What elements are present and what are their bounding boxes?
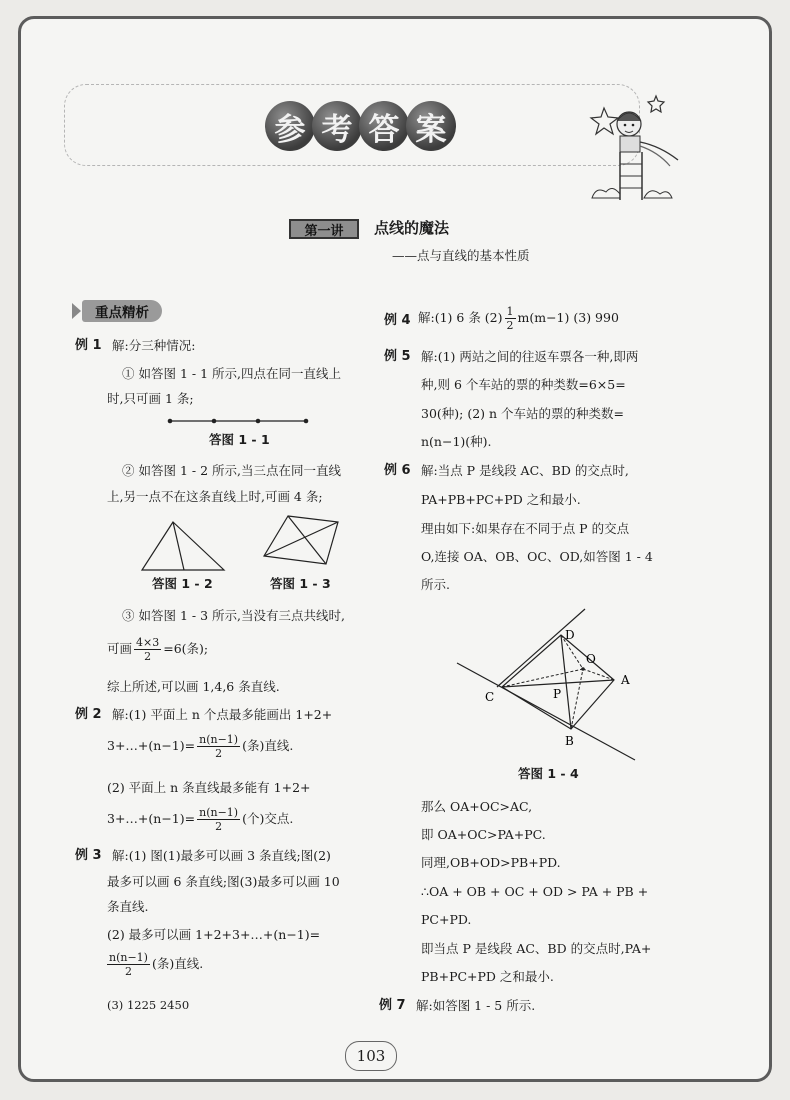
example-3-label: 例 3 — [75, 848, 102, 863]
example-1-text: 解:分三种情况: — [112, 338, 196, 353]
label-D: D — [565, 628, 575, 642]
lesson-badge: 第一讲 — [289, 219, 359, 239]
example-6-text: 即当点 P 是线段 AC、BD 的交点时,PA+ — [421, 941, 652, 956]
title-char-4: 案 — [406, 101, 456, 151]
example-5-text: 解:(1) 两站之间的往返车票各一种,即两 — [421, 349, 639, 364]
label-C: C — [485, 690, 495, 704]
figure-1-2 — [138, 518, 228, 574]
example-6-text: O,连接 OA、OB、OC、OD,如答图 1 - 4 — [421, 549, 653, 564]
title-char-3: 答 — [359, 101, 409, 151]
example-6-text: 即 OA+OC>PA+PC. — [421, 827, 546, 842]
section-arrow-icon — [72, 303, 81, 319]
figure-1-2-caption: 答图 1 - 2 — [152, 576, 213, 591]
example-6-text: 同理,OB+OD>PB+PD. — [421, 855, 561, 870]
example-3-formula: $\frac{n(n-1)}{2}$ (条)直线. — [109, 951, 204, 978]
example-4-text: 解:(1) 6 条 (2) $\frac{1}{2}$ m(m−1) (3) 990 — [418, 305, 619, 332]
figure-1-4-caption: 答图 1 - 4 — [518, 766, 579, 781]
example-6-text: PB+PC+PD 之和最小. — [421, 969, 554, 984]
example-4-label: 例 4 — [384, 313, 411, 328]
example-2-text: 解:(1) 平面上 n 个点最多能画出 1+2+ — [112, 707, 333, 722]
title-char-2: 考 — [312, 101, 362, 151]
example-5-text: n(n−1)(种). — [421, 434, 492, 449]
example-1-label: 例 1 — [75, 338, 102, 353]
figure-1-3-caption: 答图 1 - 3 — [270, 576, 331, 591]
example-2-formula: 3+…+(n−1)= $\frac{n(n-1)}{2}$ (条)直线. — [107, 733, 294, 760]
example-1-text: ③ 如答图 1 - 3 所示,当没有三点共线时, — [122, 608, 345, 623]
example-7-label: 例 7 — [379, 998, 406, 1013]
example-1-text: ② 如答图 1 - 2 所示,当三点在同一直线 — [122, 463, 341, 478]
example-5-text: 30(种); (2) n 个车站的票的种类数= — [421, 406, 625, 421]
figure-1-4 — [455, 605, 645, 765]
example-6-text: 所示. — [421, 577, 450, 592]
example-3-text: 条直线. — [107, 899, 149, 914]
example-1-formula: 可画 $\frac{4\times 3}{2}$ =6(条); — [107, 636, 209, 663]
label-O: O — [586, 652, 596, 666]
label-P: P — [553, 687, 562, 701]
example-1-text: 上,另一点不在这条直线上时,可画 4 条; — [107, 489, 323, 504]
mascot-illustration — [584, 88, 694, 206]
figure-1-1 — [160, 414, 316, 428]
example-1-conclusion: 综上所述,可以画 1,4,6 条直线. — [107, 679, 280, 694]
example-6-text: PC+PD. — [421, 912, 472, 927]
title-char-1: 参 — [265, 101, 315, 151]
example-6-text: PA+PB+PC+PD 之和最小. — [421, 492, 581, 507]
page-number: 103 — [345, 1041, 397, 1071]
example-2-label: 例 2 — [75, 707, 102, 722]
example-3-text: 最多可以画 6 条直线;图(3)最多可以画 10 — [107, 874, 340, 889]
example-5-label: 例 5 — [384, 349, 411, 364]
example-2-formula: 3+…+(n−1)= $\frac{n(n-1)}{2}$ (个)交点. — [107, 806, 294, 833]
label-A: A — [621, 673, 630, 687]
example-6-label: 例 6 — [384, 463, 411, 478]
lesson-title: 点线的魔法 — [374, 219, 450, 237]
example-6-text: 那么 OA+OC>AC, — [421, 799, 533, 814]
example-6-text: 理由如下:如果存在不同于点 P 的交点 — [421, 521, 630, 536]
example-5-text: 种,则 6 个车站的票的种类数=6×5= — [421, 377, 626, 392]
example-6-text: ∴OA + OB + OC + OD > PA + PB + — [421, 884, 649, 899]
example-3-text: (2) 最多可以画 1+2+3+…+(n−1)= — [107, 927, 321, 942]
example-1-text: 时,只可画 1 条; — [107, 391, 194, 406]
example-2-text: (2) 平面上 n 条直线最多能有 1+2+ — [107, 780, 311, 795]
example-3-text: (3) 1225 2450 — [107, 998, 190, 1012]
example-7-text: 解:如答图 1 - 5 所示. — [416, 998, 536, 1013]
example-6-text: 解:当点 P 是线段 AC、BD 的交点时, — [421, 463, 629, 478]
example-3-text: 解:(1) 图(1)最多可以画 3 条直线;图(2) — [112, 848, 331, 863]
figure-1-1-caption: 答图 1 - 1 — [209, 432, 270, 447]
lesson-subtitle: ——点与直线的基本性质 — [392, 248, 530, 263]
label-B: B — [565, 734, 574, 748]
example-1-text: ① 如答图 1 - 1 所示,四点在同一直线上 — [122, 366, 341, 381]
section-title: 重点精析 — [82, 300, 162, 322]
figure-1-3 — [260, 512, 344, 574]
